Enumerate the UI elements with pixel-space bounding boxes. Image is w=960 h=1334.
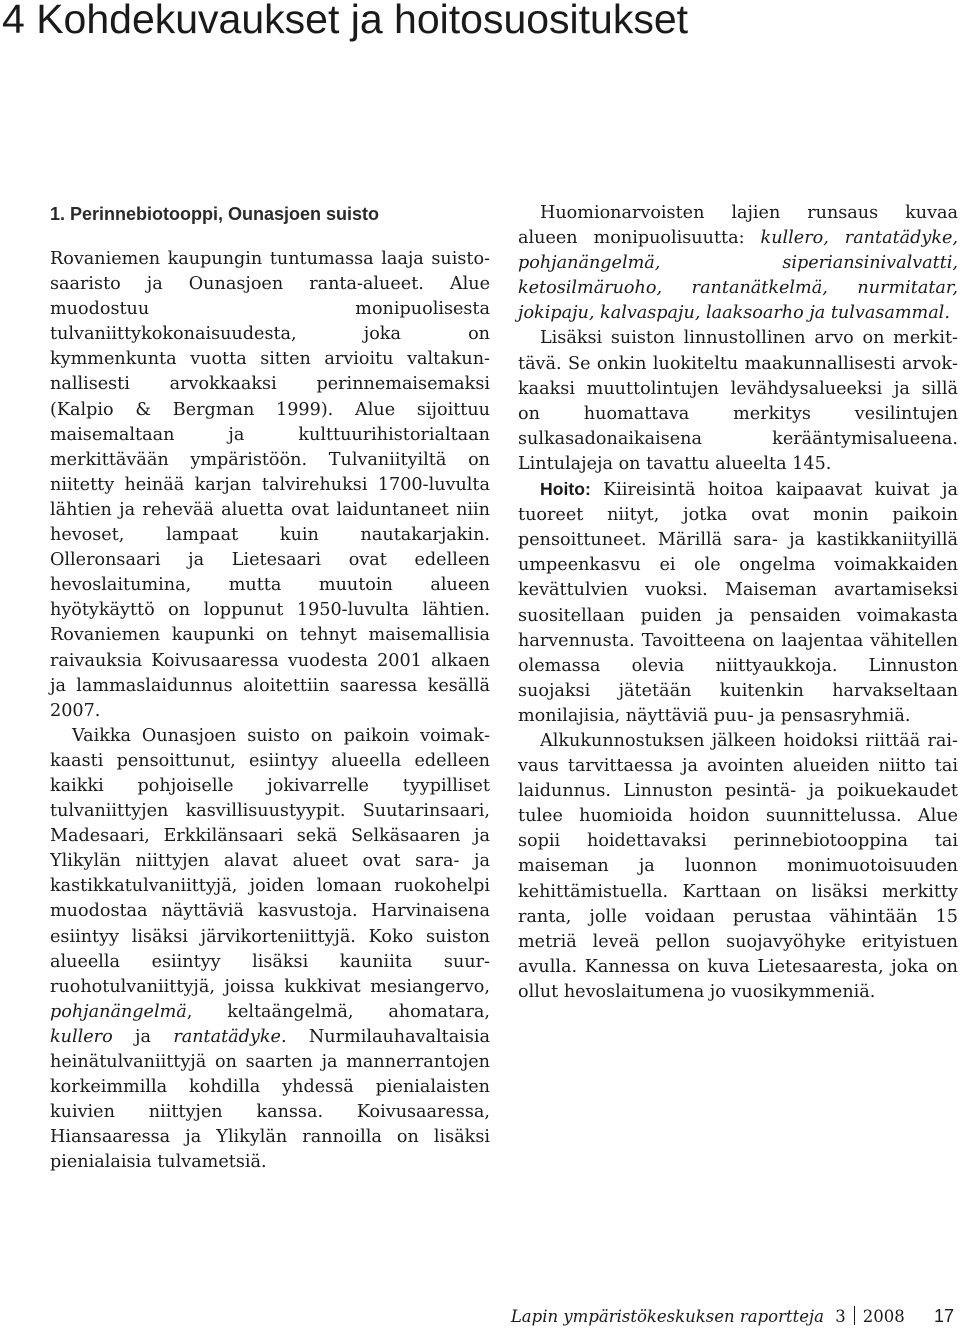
left-column [50,201,490,1175]
text-run: . Nurmilauhavaltaisia heinätulvaniittyjä on saarten ja mannerrantojen korkeimmilla kohdilla yhdessä pienialaisten kuivien niittyjen kanssa. Koivusaaressa, Hiansaaressa ja Ylikylän rannoilla on lisäksi pienialaisia tulvametsiä. [50,1026,490,1173]
report-year: 2008 [862,1307,905,1326]
page-number: 17 [933,1306,954,1326]
paragraph-management [518,477,958,729]
report-series: Lapin ympäristökeskuksen raportteja [510,1307,824,1326]
text-run: Huomionarvoisten lajien runsaus kuvaa alueen monipuolisuutta: [518,203,958,249]
page-footer [511,1306,954,1327]
species-name: rantatädyke [173,1026,281,1047]
management-label: Hoito: [540,479,591,500]
section-heading: 1. Perinnebiotooppi, Ounasjoen suisto [50,204,380,224]
text-run: , keltaängelmä, ahomatara, [186,1001,490,1022]
paragraph-intro: Rovaniemen kaupungin tuntumassa laaja suistosaaristo ja Ounasjoen ranta-alueet. Alue muodostuu monipuolisesta tulvaniittykokonaisuudesta, joka on kymmenkunta vuotta sitten arvioitu valtakunnallisesti arvokkaaksi perinnemaisemaksi (Kalpio & Bergman 1999). Alue sijoittuu maisemaltaan ja kulttuurihistorialtaan merkittävään ympäristöön. Tulvaniityiltä on niitetty heinää karjan talvirehuksi 1700-luvulta lähtien ja rehevää aluetta ovat laiduntaneet niin hevoset, lampaat kuin nautakarjakin. Olleronsaari ja Lietesaari ovat edelleen hevoslaitumina, mutta muutoin alueen hyötykäyttö on loppunut 1950-luvulta lähtien. Rovaniemen kaupunki on tehnyt maisemallisia raivauksia Koivusaaressa vuodesta 2001 alkaen ja lammaslaidunnus aloitettiin saaressa kesällä 2007. [50,249,490,721]
paragraph-species [518,201,958,326]
text-run: Kiireisintä hoitoa kaipaavat kuivat ja tuoreet niityt, jotka ovat monin paikoin pensoittuneet. Märillä sara- ja kastikkaniityillä umpeenkasvu ei ole ongelma voimakkaiden kevättulvien vuoksi. Maiseman avartamiseksi suositellaan puiden ja pensaiden voimakasta harvennusta. Tavoitteena on laajentaa vähitellen olemassa olevia niittyaukkoja. Linnuston suojaksi jätetään kuitenkin harvakseltaan monilajisia, näyttäviä puu- ja pensasryhmiä. [518,480,958,726]
paragraph-maintenance: Alkukunnostuksen jälkeen hoidoksi riittää raivaus tarvittaessa ja avointen alueiden niitto tai laidunnus. Linnuston pesintä- ja poikuekaudet tulee huomioida hoidon suunnittelussa. Alue sopii hoidettavaksi perinnebiotooppina tai maiseman ja luonnon monimuotoisuuden kehittämistuella. Karttaan on lisäksi merkitty ranta, jolle voidaan perustaa vähintään 15 metriä leveä pellon suojavyöhyke erityistuen avulla. Kannessa on kuva Lietesaaresta, joka on ollut hevoslaitumena jo vuosikymmeniä. [518,730,958,1002]
right-column [518,201,958,1005]
text-run: ja [112,1026,174,1047]
report-number: 3 [835,1307,846,1326]
species-list: kullero, rantatädyke, pohjanängelmä, siperiansinivalvatti, ketosilmäruoho, rantanätkelmä, nurmitatar, jokipaju, kalvaspaju, laaksoarho ja tulvasammal. [518,228,958,324]
species-name: kullero [50,1026,113,1047]
chapter-title: 4 Kohdekuvaukset ja hoitosuositukset [2,0,689,42]
paragraph-birds: Lisäksi suiston linnustollinen arvo on merkittävä. Se onkin luokiteltu maakunnallisesti arvokkaaksi muuttolintujen levähdysalueeksi ja sillä on huomattava merkitys vesilintujen sulkasadonaikaisena kerääntymisalueena. Lintulajeja on tavattu alueelta 145. [518,328,958,474]
paragraph-vegetation [50,724,490,1176]
text-run: Vaikka Ounasjoen suisto on paikoin voimakkaasti pensoittunut, esiintyy alueella edelleen kaikki pohjoiselle jokivarrelle tyypilliset tulvaniittyjen kasvillisuustyypit. Suutarinsaari, Madesaari, Erkkilänsaari sekä Selkäsaaren ja Ylikylän niittyjen alavat alueet ovat sara- ja kastikkatulvaniittyjä, joiden lomaan ruokohelpi muodostaa näyttäviä kasvustoja. Harvinaisena esiintyy lisäksi järvikorteniittyjä. Koko suiston alueella esiintyy lisäksi kauniita suurruohotulvaniittyjä, joissa kukkivat mesiangervo, [50,725,490,997]
species-name: pohjanängelmä [50,1001,187,1022]
footer-divider [854,1306,855,1325]
